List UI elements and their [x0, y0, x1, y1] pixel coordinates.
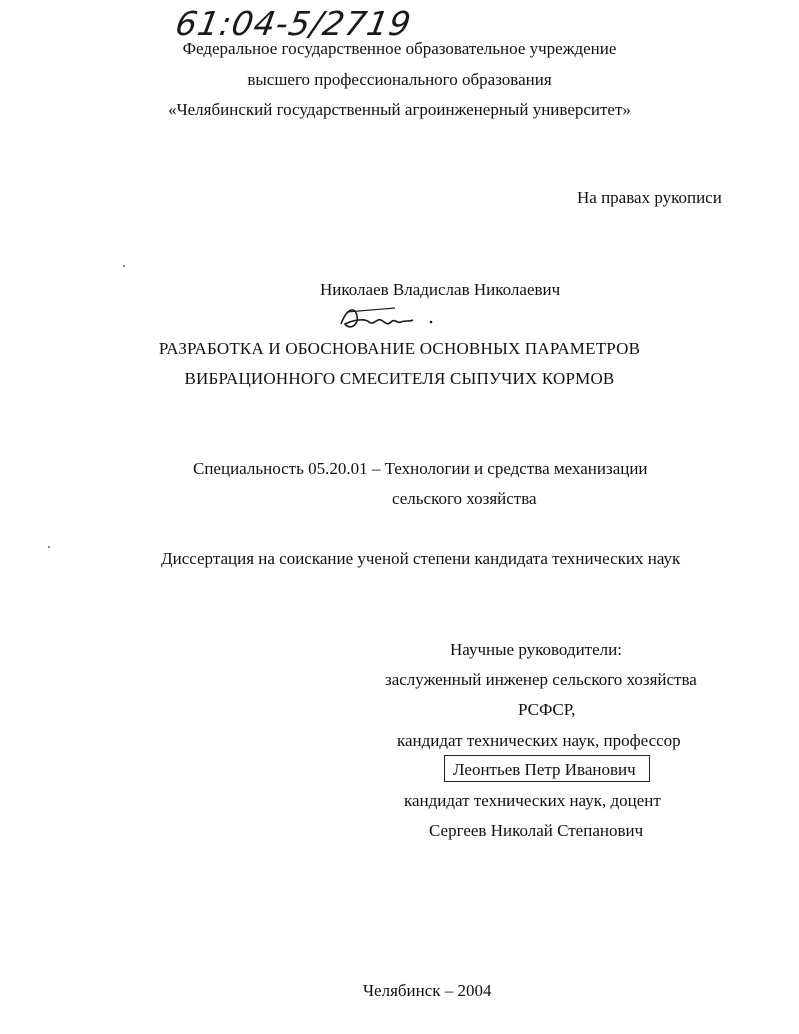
archive-number-handwritten: 61:04-5/2719 — [172, 4, 415, 43]
supervisors-heading: Научные руководители: — [450, 640, 622, 659]
supervisor-1-title-line-2: РСФСР, — [518, 700, 576, 719]
scan-speck — [48, 546, 50, 548]
specialty-line-2: сельского хозяйства — [392, 489, 537, 508]
thesis-title-line-2: ВИБРАЦИОННОГО СМЕСИТЕЛЯ СЫПУЧИХ КОРМОВ — [184, 369, 615, 388]
supervisor-1-name: Леонтьев Петр Иванович — [453, 760, 636, 779]
city-year: Челябинск – 2004 — [363, 981, 492, 1000]
author-signature — [335, 302, 445, 336]
institution-line-1: Федеральное государственное образовательное учреждение — [182, 39, 617, 58]
rights-note: На правах рукописи — [577, 188, 722, 207]
institution-line-2: высшего профессионального образования — [247, 70, 552, 89]
dissertation-degree: Диссертация на соискание ученой степени кандидата технических наук — [161, 549, 681, 568]
scan-speck — [123, 265, 125, 267]
supervisor-2-title: кандидат технических наук, доцент — [404, 791, 661, 810]
specialty-line-1: Специальность 05.20.01 – Технологии и средства механизации — [193, 459, 648, 478]
supervisor-1-title-line-1: заслуженный инженер сельского хозяйства — [385, 670, 697, 689]
supervisor-2-name: Сергеев Николай Степанович — [429, 821, 644, 840]
supervisor-1-title-line-3: кандидат технических наук, профессор — [397, 731, 681, 750]
thesis-title-line-1: РАЗРАБОТКА И ОБОСНОВАНИЕ ОСНОВНЫХ ПАРАМЕТРОВ — [158, 339, 641, 358]
institution-line-3: «Челябинский государственный агроинженерный университет» — [168, 100, 631, 119]
author-name: Николаев Владислав Николаевич — [320, 280, 561, 299]
